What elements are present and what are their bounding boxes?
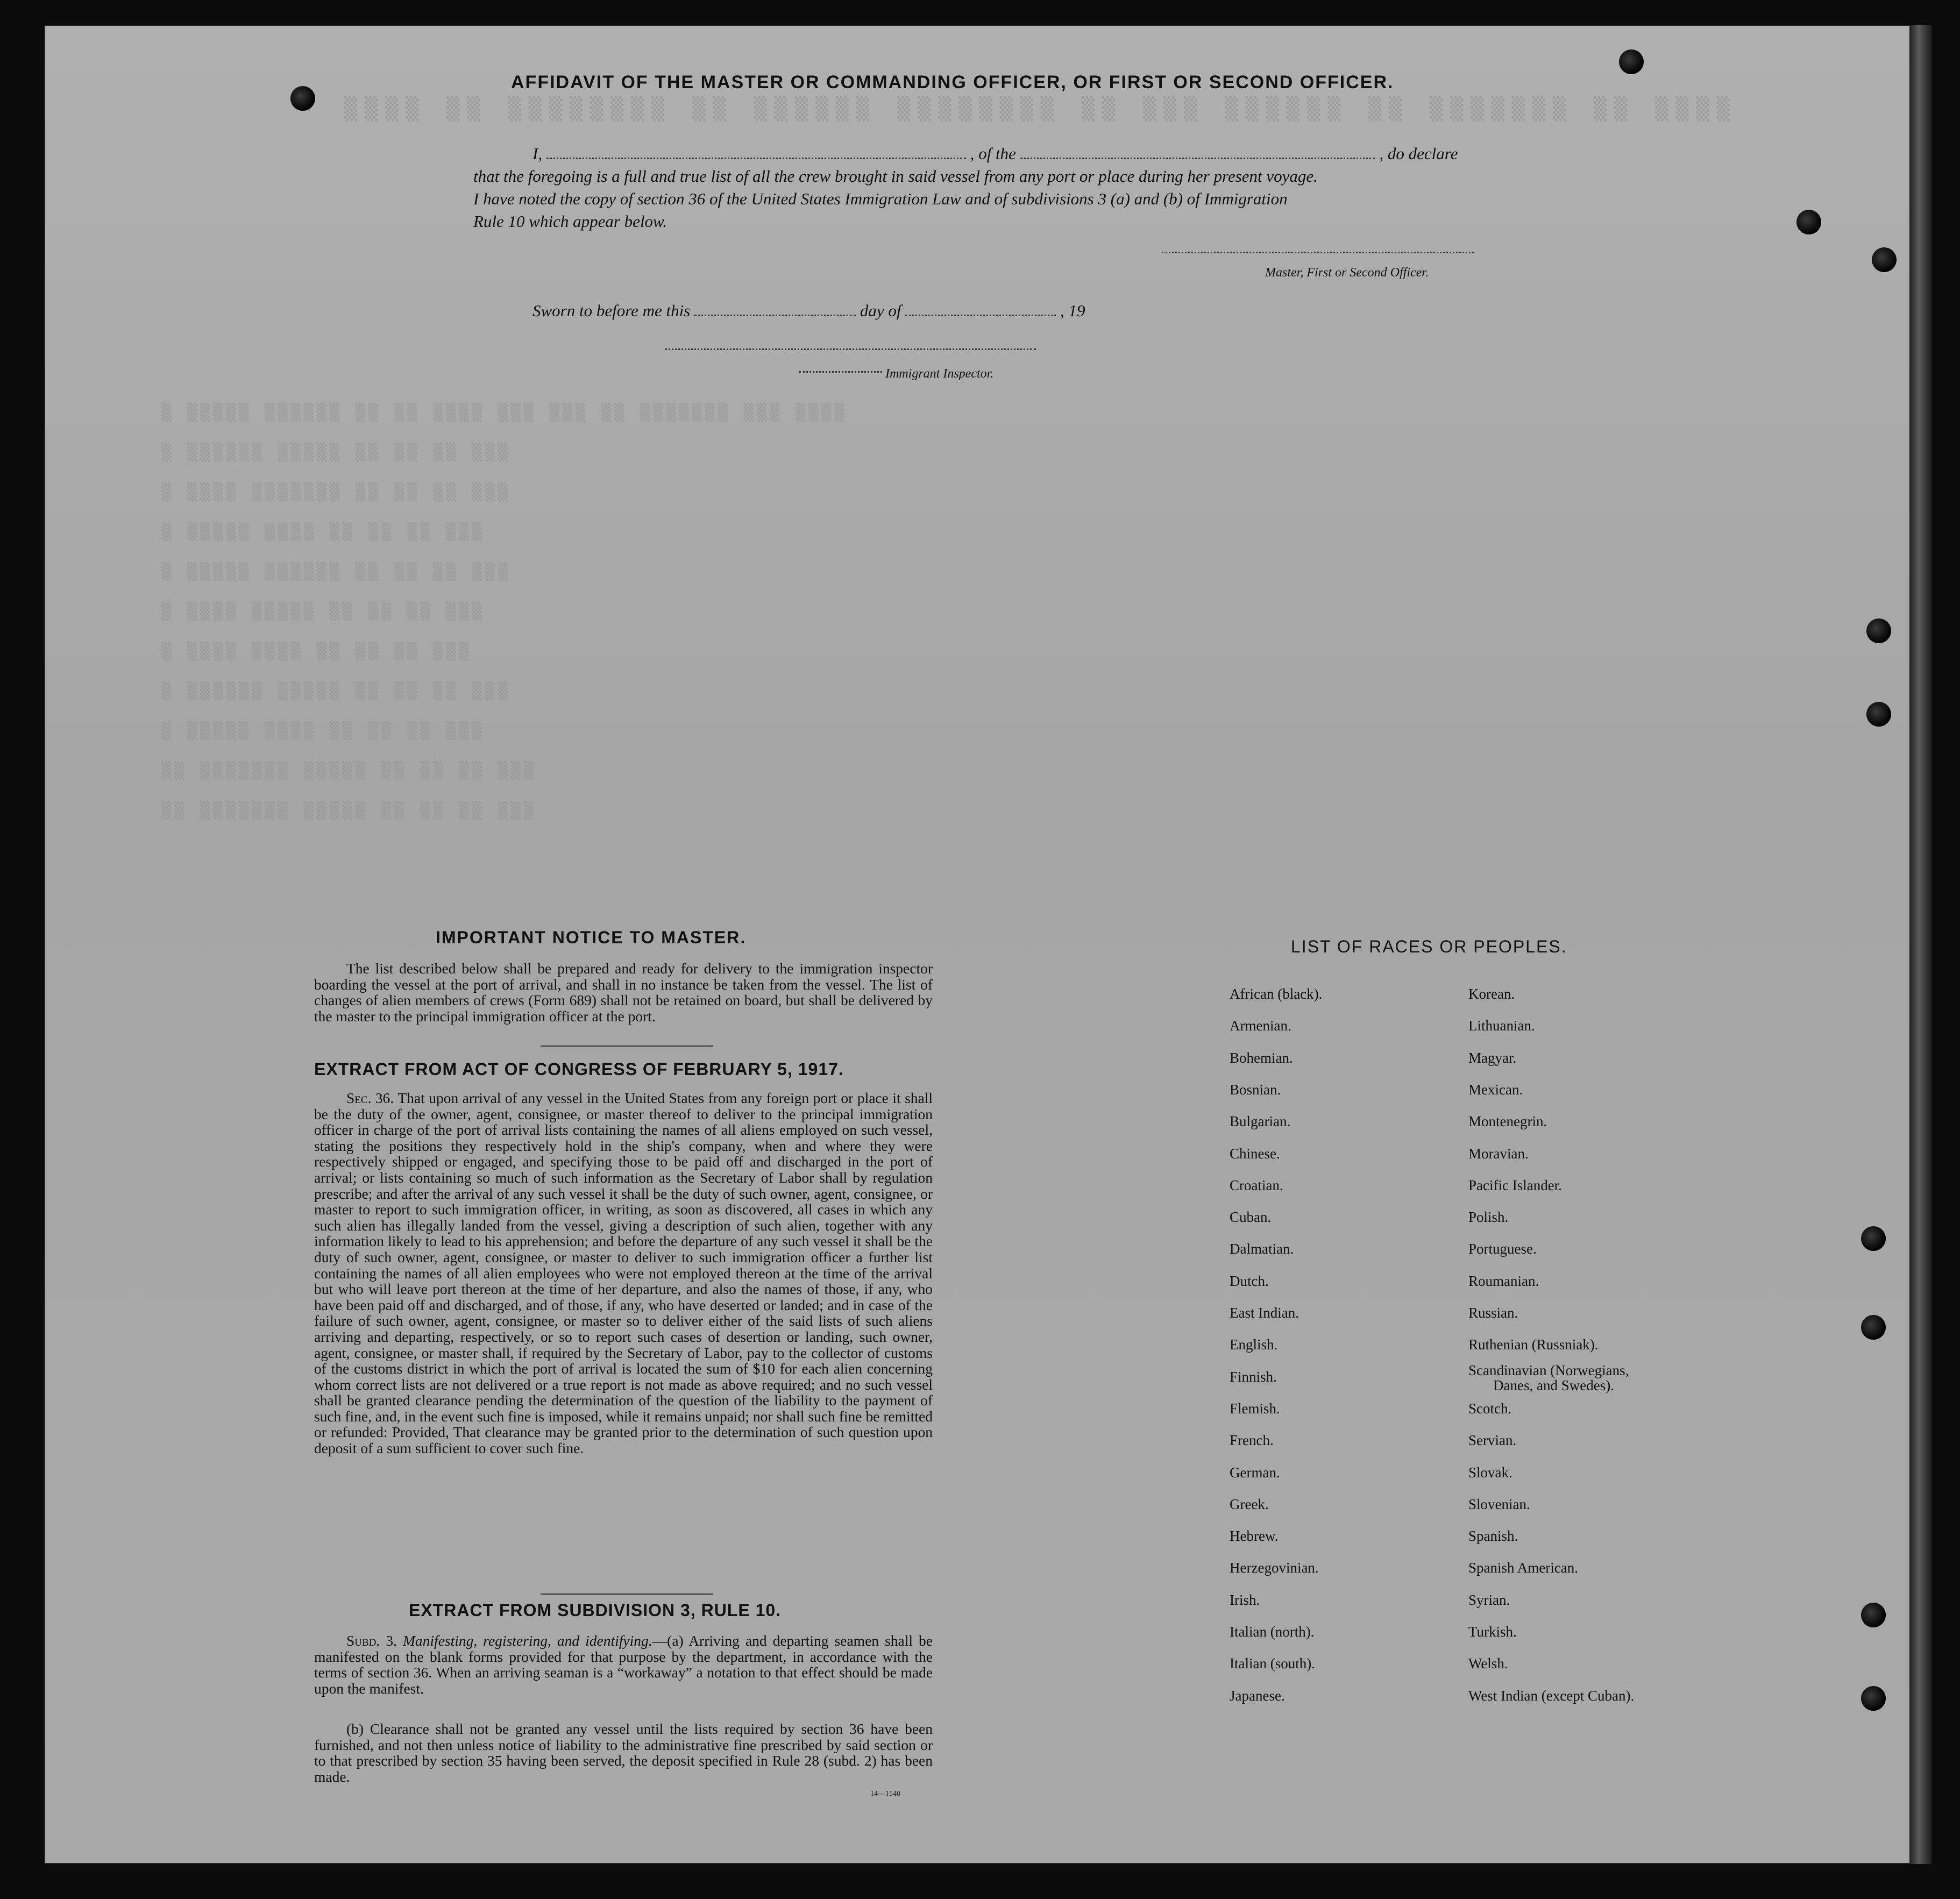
rule-extract-paragraph-a (314, 1633, 933, 1696)
race-list-item: Scandinavian (Norwegians, (1468, 1362, 1629, 1378)
divider (541, 1045, 713, 1047)
binder-hole (1872, 247, 1897, 272)
race-list-item: Irish. (1230, 1591, 1260, 1608)
sworn-month-field[interactable] (905, 303, 1056, 316)
race-list-item: Bosnian. (1230, 1081, 1281, 1098)
race-list-item-continuation: Danes, and Swedes). (1493, 1377, 1614, 1393)
inspector-caption: Immigrant Inspector. (885, 367, 994, 381)
form-number: 14—1540 (870, 1790, 900, 1798)
race-list-item: Scotch. (1468, 1400, 1512, 1417)
race-list-item: Hebrew. (1230, 1528, 1279, 1545)
race-list-item: Moravian. (1468, 1145, 1529, 1162)
act-extract-title: EXTRACT FROM ACT OF CONGRESS OF FEBRUARY 5, 1917. (314, 1059, 844, 1079)
race-list-item: German. (1230, 1464, 1280, 1481)
section-36-text: That upon arrival of any vessel in the United States from any foreign port or place it shall be the duty of the owner, agent, consignee, or master thereof to deliver to the principal immigration officer in charge of the port of arrival lists containing the names of all aliens employed on such vessel, stating the positions they respectively hold in the ship's company, when and where they were respectively shipped or engaged, and specifying those to be paid off and discharged in the port of arrival; or lists containing so much of such information as the Secretary of Labor shall by regulation prescribe; and after the arrival of any such vessel it shall be the duty of such owner, agent, consignee, or master to report to such immigration officer, in writing, as soon as discovered, all cases in which any such alien has illegally landed from the vessel, giving a description of such alien, together with any information likely to lead to his apprehension; and before the departure of any such vessel it shall be the duty of such owner, agent, consignee, or master to deliver to such immigration officer a further list containing the names of all alien employees who were not employed thereon at the time of the arrival but who will leave port thereon at the time of her departure, and also the names of those, if any, who have been paid off and discharged, and of those, if any, who have deserted or landed; and in case of the failure of such owner, agent, consignee, or master so to deliver either of the said lists of such aliens arriving and departing, respectively, or so to report such cases of desertion or landing, such owner, agent, consignee, or master shall, if required by the Secretary of Labor, pay to the collector of customs of the customs district in which the port of arrival is located the sum of $10 for each alien concerning whom correct lists are not delivered or a true report is not made as above required; and no such vessel shall be granted clearance pending the determination of the question of the liability to the payment of such fine, and, in the event such fine is imposed, while it remains unpaid; nor shall such fine be remitted or refunded: Provided, That clearance may be granted prior to the determination of such question upon deposit of a sum sufficient to cover such fine. (314, 1090, 933, 1457)
race-list-item: Portuguese. (1468, 1241, 1537, 1257)
divider (541, 1594, 713, 1595)
race-list-item: Korean. (1468, 986, 1515, 1002)
declarant-name-field[interactable] (546, 146, 966, 159)
binder-hole (1861, 1603, 1886, 1627)
binder-hole (1866, 702, 1891, 727)
race-list-item: Roumanian. (1468, 1272, 1539, 1289)
race-list-item: Spanish American. (1468, 1560, 1578, 1576)
subd-label: Subd. 3. (346, 1632, 397, 1649)
affidavit-text-line: Rule 10 which appear below. (473, 212, 667, 231)
race-list-item: Servian. (1468, 1432, 1517, 1449)
race-list-item: English. (1230, 1336, 1278, 1353)
sworn-line (532, 301, 1085, 321)
sworn-label: Sworn to before me this (532, 301, 691, 320)
rule-extract-paragraph-b: (b) Clearance shall not be granted any vessel until the lists required by section 36 have been furnished, and not then unless notice of liability to the administrative fine prescribed by said section or to that prescribed by section 35 having been served, the deposit specified in Rule 28 (subd. 2) has been made. (314, 1720, 933, 1785)
race-list-item: Montenegrin. (1468, 1113, 1547, 1130)
race-list-item: Herzegovinian. (1230, 1560, 1319, 1576)
notice-text: The list described below shall be prepared and ready for delivery to the immigration inspector boarding the vessel at the port of arrival, and shall in no instance be taken from the vessel. The list of changes of alien members of crews (Form 689) shall not be retained on board, but shall be delivered by the master to the principal immigration officer at the port. (314, 960, 933, 1025)
races-title: LIST OF RACES OR PEOPLES. (1291, 937, 1567, 956)
race-list-item: Mexican. (1468, 1081, 1523, 1098)
race-list-item: Spanish. (1468, 1528, 1518, 1545)
declarant-label: I, (532, 144, 543, 163)
race-list-item: Russian. (1468, 1305, 1518, 1321)
affidavit-title: AFFIDAVIT OF THE MASTER OR COMMANDING OFFICER, OR FIRST OR SECOND OFFICER. (511, 72, 1394, 93)
year-label: , 19 (1060, 301, 1085, 320)
race-list-item: Flemish. (1230, 1400, 1280, 1417)
race-list-item: Dutch. (1230, 1272, 1269, 1289)
binder-hole (1866, 618, 1891, 643)
race-list-item: Japanese. (1230, 1687, 1285, 1704)
race-list-item: Italian (south). (1230, 1655, 1315, 1672)
sworn-day-field[interactable] (694, 303, 856, 316)
binder-hole (1861, 1315, 1886, 1340)
race-list-item: Welsh. (1468, 1655, 1508, 1672)
binder-hole (1861, 1226, 1886, 1251)
binder-hole (290, 86, 315, 111)
race-list-item: Syrian. (1468, 1591, 1510, 1608)
race-list-item: Slovenian. (1468, 1496, 1530, 1512)
master-signature-field[interactable] (1162, 252, 1474, 253)
vessel-name-field[interactable] (1020, 146, 1375, 159)
race-list-item: Polish. (1468, 1209, 1509, 1226)
race-list-item: Turkish. (1468, 1624, 1517, 1640)
page-edge (1911, 25, 1932, 1864)
binder-hole (1619, 49, 1644, 74)
subd-text-a: —(a) Arriving and departing seamen shall be manifested on the blank forms provided for that purpose by the department, in accordance with the terms of section 36. When an arriving seaman is a “workaway” a notation to that effect should be made upon the manifest. (314, 1632, 933, 1697)
declare-label: , do declare (1379, 144, 1458, 163)
race-list-item: Ruthenian (Russniak). (1468, 1336, 1599, 1353)
inspector-signature-lead (799, 371, 882, 373)
document-sheet (44, 25, 1911, 1864)
race-list-item: Dalmatian. (1230, 1241, 1294, 1257)
master-signature-caption: Master, First or Second Officer. (1265, 266, 1429, 280)
race-list-item: Greek. (1230, 1496, 1269, 1512)
day-of-label: day of (860, 301, 901, 320)
race-list-item: Slovak. (1468, 1464, 1512, 1481)
witness-signature-field[interactable] (665, 348, 1036, 350)
binder-hole (1861, 1686, 1886, 1711)
binder-hole (1796, 210, 1821, 234)
vessel-label: , of the (970, 144, 1016, 163)
race-list-item: Bulgarian. (1230, 1113, 1291, 1130)
affidavit-text-line: I have noted the copy of section 36 of the United States Immigration Law and of subdivisions 3 (a) and (b) of Immigration (473, 189, 1288, 208)
race-list-item: Lithuanian. (1468, 1018, 1535, 1034)
race-list-item: Bohemian. (1230, 1049, 1293, 1066)
rule-extract-title: EXTRACT FROM SUBDIVISION 3, RULE 10. (409, 1601, 782, 1620)
notice-title: IMPORTANT NOTICE TO MASTER. (436, 928, 747, 947)
race-list-item: French. (1230, 1432, 1274, 1449)
race-list-item: West Indian (except Cuban). (1468, 1687, 1635, 1704)
race-list-item: Armenian. (1230, 1018, 1291, 1034)
race-list-item: Croatian. (1230, 1177, 1283, 1193)
affidavit-declaration-line (532, 144, 1458, 163)
race-list-item: Pacific Islander. (1468, 1177, 1562, 1193)
affidavit-text-line: that the foregoing is a full and true list of all the crew brought in said vessel from any port or place during her present voyage. (473, 167, 1318, 186)
act-extract-text (314, 1090, 933, 1456)
section-label: Sec. 36. (346, 1090, 394, 1106)
race-list-item: Cuban. (1230, 1209, 1272, 1226)
bleed-through-header: ▒▒▒▒ ▒▒ ▒▒▒▒▒▒▒▒ ▒▒ ▒▒▒▒▒▒ ▒▒▒▒▒▒▒▒ ▒▒ ▒▒▒ ▒▒▒▒▒▒ ▒▒ ▒▒▒▒▒▒▒ ▒▒ ▒▒▒▒ (344, 97, 1737, 122)
race-list-item: East Indian. (1230, 1305, 1299, 1321)
race-list-item: Italian (north). (1230, 1624, 1315, 1640)
race-list-item: Magyar. (1468, 1049, 1517, 1066)
subd-heading: Manifesting, registering, and identifying. (403, 1632, 652, 1649)
bleed-through-rows: ▒ ▒▒▒▒▒ ▒▒▒▒▒▒ ▒▒ ▒▒ ▒▒▒▒ ▒▒▒ ▒▒▒ ▒▒ ▒▒▒▒▒▒▒ ▒▒▒ ▒▒▒▒ ▒ ▒▒▒▒▒▒ ▒▒▒▒▒ ▒▒ ▒▒ ▒▒ ▒▒▒ ▒ ▒▒▒▒ ▒▒▒▒▒▒▒ ▒▒ ▒▒ ▒▒ ▒▒▒ ▒ ▒▒▒▒▒ ▒▒▒▒ ▒▒ ▒▒ ▒▒ ▒▒▒ ▒ ▒▒▒▒▒ ▒▒▒▒▒▒ ▒▒ ▒▒ ▒▒ ▒▒▒ ▒ ▒▒▒▒ ▒▒▒▒▒ ▒▒ ▒▒ ▒▒ ▒▒▒ ▒ ▒▒▒▒ ▒▒▒▒ ▒▒ ▒▒ ▒▒ ▒▒▒ ▒ ▒▒▒▒▒▒ ▒▒▒▒▒ ▒▒ ▒▒ ▒▒ ▒▒▒ ▒ ▒▒▒▒▒ ▒▒▒▒ ▒▒ ▒▒ ▒▒ ▒▒▒ ▒▒ ▒▒▒▒▒▒▒ ▒▒▒▒▒ ▒▒ ▒▒ ▒▒ ▒▒▒ ▒▒ ▒▒▒▒▒▒▒ ▒▒▒▒▒ ▒▒ ▒▒ ▒▒ ▒▒▒ (161, 403, 848, 820)
race-list-item: Finnish. (1230, 1368, 1277, 1385)
race-list-item: Chinese. (1230, 1145, 1280, 1162)
race-list-item: African (black). (1230, 986, 1323, 1002)
